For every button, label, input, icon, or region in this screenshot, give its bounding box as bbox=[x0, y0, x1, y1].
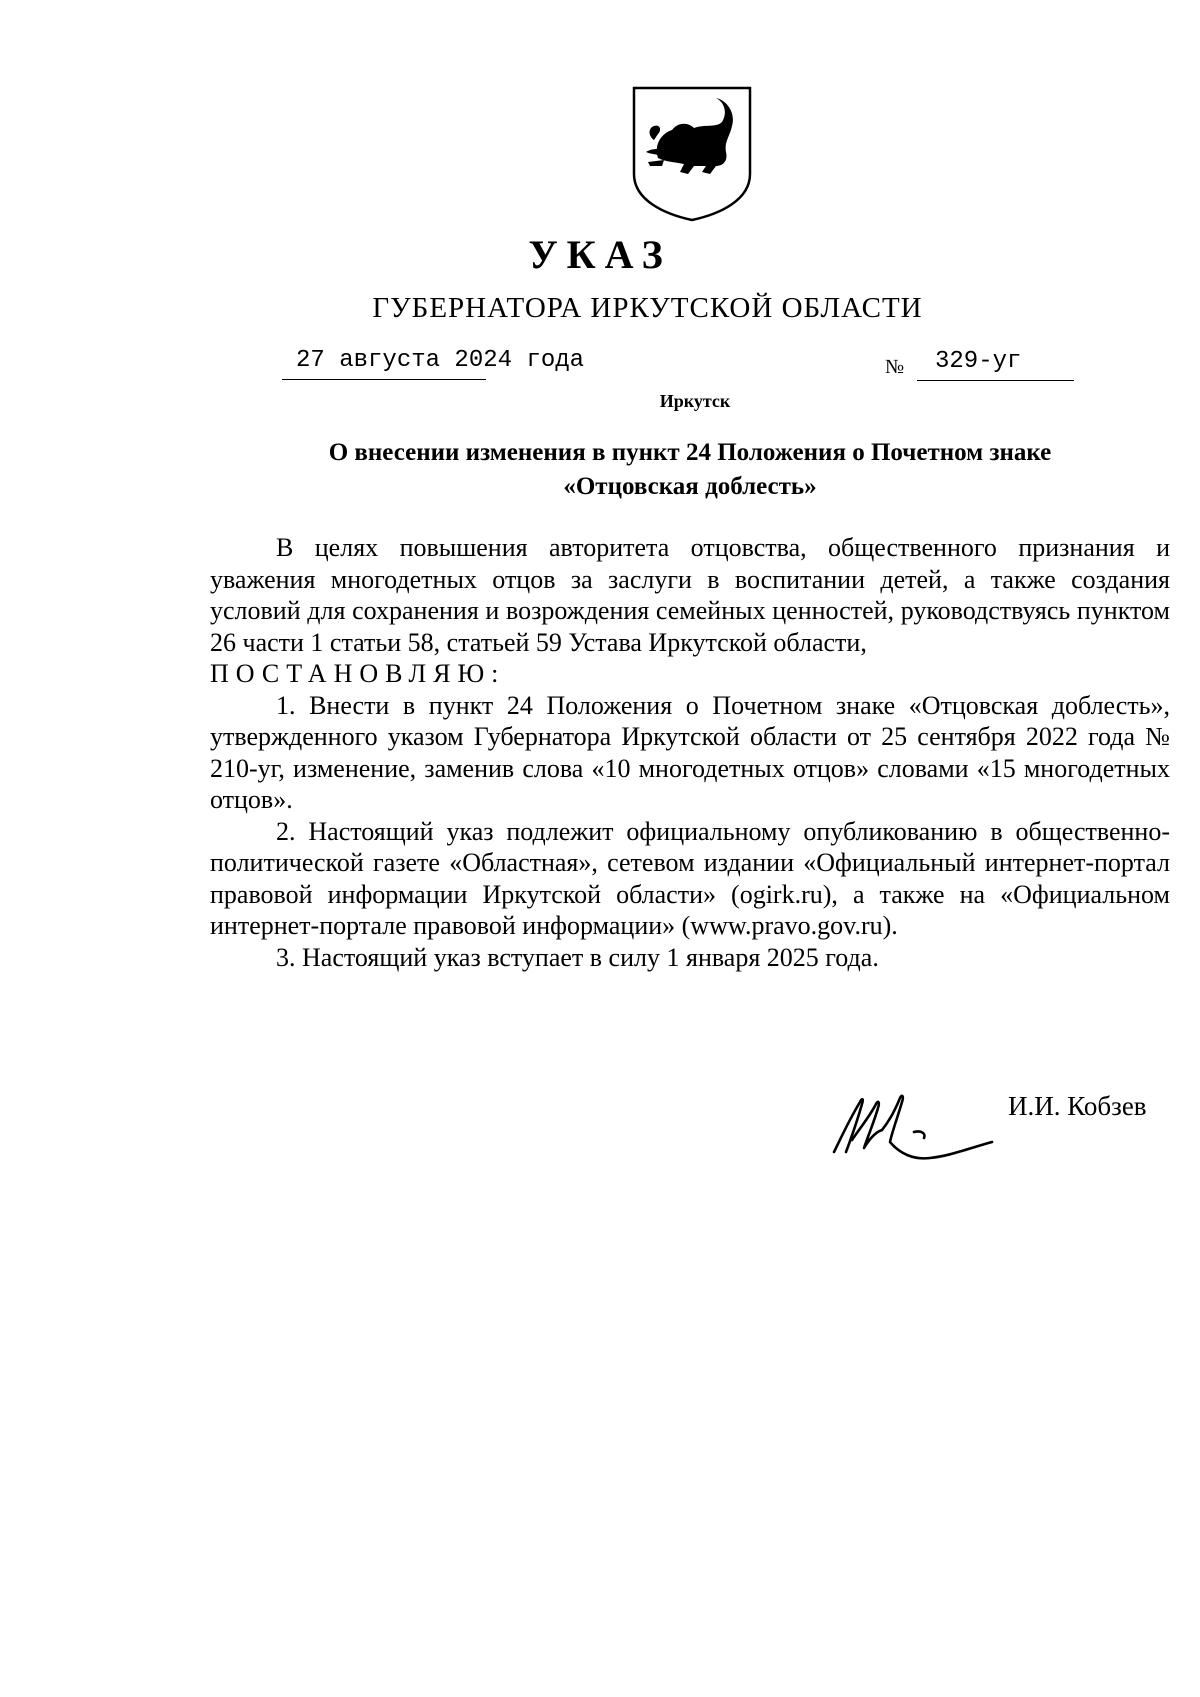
heading-line-2: «Отцовская доблесть» bbox=[563, 473, 817, 500]
signer-name: И.И. Кобзев bbox=[1008, 1091, 1147, 1121]
heading-line-1: О внесении изменения в пункт 24 Положения о Почетном знаке bbox=[328, 439, 1052, 466]
item-3-paragraph: 3. Настоящий указ вступает в силу 1 января 2025 года. bbox=[276, 942, 879, 972]
document-title: УКАЗ bbox=[528, 232, 672, 277]
coat-of-arms-icon bbox=[628, 82, 756, 222]
city-name: Иркутск bbox=[659, 391, 731, 411]
item-2-paragraph: 2. Настоящий указ подлежит официальному опубликованию в общественно-политической газете «Областная», сетевом издании «Официальный интернет-портал правовой информации Иркутской области» (ogirk.ru), а также на «Официальном интернет-портале правовой информации» (www.pravo.gov.ru). bbox=[210, 816, 1170, 940]
resolve-word: ПОСТАНОВЛЯЮ: bbox=[210, 659, 506, 688]
decree-number: 329-уг bbox=[935, 348, 1022, 375]
number-underline bbox=[917, 380, 1074, 381]
number-sign: № bbox=[885, 356, 905, 378]
date-underline bbox=[282, 379, 486, 380]
decree-body bbox=[210, 532, 1170, 973]
signature-icon bbox=[830, 1082, 1000, 1172]
decree-date: 27 августа 2024 года bbox=[296, 347, 585, 374]
preamble-paragraph: В целях повышения авторитета отцовства, общественного признания и уважения многодетных отцов за заслуги в воспитании детей, а также создания условий для сохранения и возрождения семейных ценностей, руководствуясь пунктом 26 части 1 статьи 58, статьей 59 Устава Иркутской области, bbox=[210, 533, 1170, 657]
document-subtitle: ГУБЕРНАТОРА ИРКУТСКОЙ ОБЛАСТИ bbox=[372, 292, 923, 324]
item-1-paragraph: 1. Внести в пункт 24 Положения о Почетном знаке «Отцовская доблесть», утвержденного указом Губернатора Иркутской области от 25 сентября 2022 года № 210-уг, изменение, заменив слова «10 многодетных отцов» словами «15 многодетных отцов». bbox=[210, 690, 1170, 814]
decree-heading bbox=[240, 436, 1140, 504]
